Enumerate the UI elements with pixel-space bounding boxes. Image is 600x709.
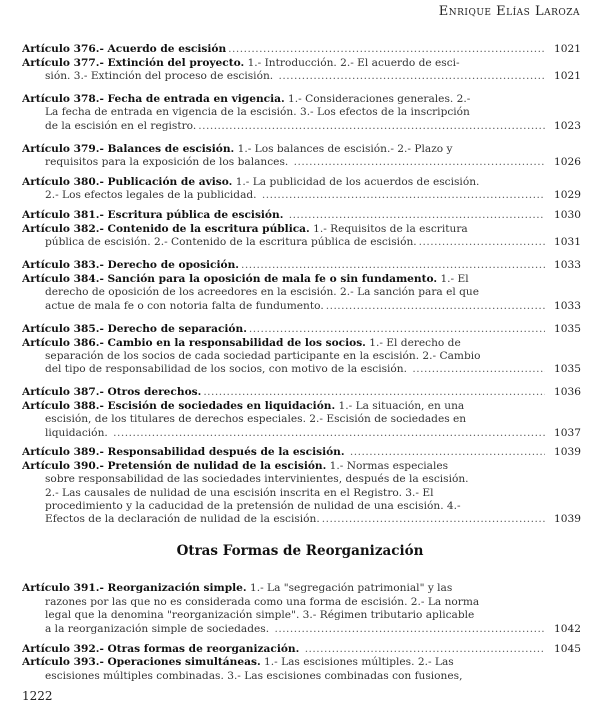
toc-entry-388: [0, 400, 600, 413]
toc-entry-381: [0, 209, 600, 222]
article-subtopics: liquidación.: [45, 427, 112, 439]
dot-leader: [289, 209, 545, 222]
toc-entry-text: [22, 643, 545, 656]
article-subtopics: 1.- Consideraciones generales. 2.-: [284, 93, 471, 105]
article-subtopics: 1.- Las escisiones múltiples. 2.- Las: [260, 656, 454, 668]
article-title: Artículo 389.- Responsabilidad después de la escisión.: [22, 446, 345, 458]
article-subtopics: legal que la denomina "reorganización simple". 3.- Régimen tributario aplicable: [45, 609, 475, 621]
article-title: Artículo 376.- Acuerdo de escisión: [22, 43, 227, 55]
toc-entry-383: [0, 259, 600, 272]
toc-entry-text: [45, 286, 545, 299]
toc-entry-382: [0, 223, 600, 236]
toc-entry-379: [0, 143, 600, 156]
toc-entry-379-cont1: [0, 156, 600, 169]
toc-entry-text: [22, 93, 545, 106]
toc-entry-text: [45, 487, 545, 500]
toc-entry-384-cont1: [0, 286, 600, 299]
toc-entry-384: [0, 273, 600, 286]
toc-page-number: 1036: [554, 386, 581, 398]
article-subtopics: 1.- La "segregación patrimonial" y las: [246, 582, 453, 594]
article-subtopics: sión. 3.- Extinción del proceso de escisión.: [45, 70, 277, 82]
toc-page-number: 1039: [554, 513, 581, 525]
toc-entry-text: [45, 427, 545, 440]
toc-page-number: 1030: [554, 209, 581, 221]
dot-leader: [419, 236, 545, 249]
article-subtopics: 2.- Las causales de nulidad de una escisión inscrita en el Registro. 3.- El: [45, 487, 434, 499]
dot-leader: [262, 189, 545, 202]
toc-entry-388-cont1: [0, 413, 600, 426]
article-subtopics: actue de mala fe o con notoria falta de fundumento.: [45, 300, 324, 312]
toc-page-number: 1029: [554, 189, 581, 201]
toc-entry-378-cont2: [0, 120, 600, 133]
toc-page-number: 1026: [554, 156, 581, 168]
toc-page-number: 1033: [554, 300, 581, 312]
dot-leader: [198, 120, 545, 133]
dot-leader: [412, 363, 545, 376]
article-subtopics: 1.- El: [437, 273, 469, 285]
article-title: Artículo 388.- Escisión de sociedades en liquidación.: [22, 400, 336, 412]
toc-entry-388-cont2: [0, 427, 600, 440]
toc-entry-390-cont3: [0, 500, 600, 513]
toc-page-number: 1039: [554, 446, 581, 458]
toc-entry-377-cont1: [0, 70, 600, 83]
toc-entry-390-cont4: [0, 513, 600, 526]
article-title: Artículo 379.- Balances de escisión.: [22, 143, 235, 155]
toc-entry-text: [22, 460, 545, 473]
article-subtopics: [345, 446, 348, 459]
toc-entry-text: [22, 400, 545, 413]
toc-entry-text: [45, 670, 545, 683]
toc-entry-text: [22, 259, 545, 272]
toc-entry-393: [0, 656, 600, 669]
article-subtopics: escisiones múltiples combinadas. 3.- Las escisiones combinadas con fusiones,: [45, 670, 463, 682]
article-subtopics: 1.- La publicidad de los acuerdos de escisión.: [232, 176, 480, 188]
toc-entry-386: [0, 337, 600, 350]
article-subtopics: 2.- Los efectos legales de la publicidad.: [45, 189, 260, 201]
dot-leader: [305, 643, 545, 656]
toc-page-number: 1021: [554, 70, 581, 82]
toc-entry-text: [22, 582, 545, 595]
toc-entry-text: [45, 236, 545, 249]
article-subtopics: sobre responsabilidad de las sociedades intervinientes, después de la escisión.: [45, 473, 469, 485]
toc-entry-text: [45, 350, 545, 363]
toc-page-number: 1035: [554, 363, 581, 375]
toc-entry-text: [22, 43, 545, 56]
article-subtopics: a la reorganización simple de sociedades.: [45, 623, 273, 635]
toc-entry-text: [45, 609, 545, 622]
toc-entry-text: [45, 189, 545, 202]
toc-entry-390: [0, 460, 600, 473]
toc-entry-text: [45, 70, 545, 83]
toc-entry-text: [45, 596, 545, 609]
toc-entry-text: [45, 120, 545, 133]
toc-entry-text: [45, 623, 545, 636]
toc-entry-386-cont2: [0, 363, 600, 376]
dot-leader: [228, 43, 545, 56]
toc-entry-text: [22, 337, 545, 350]
dot-leader: [350, 446, 545, 459]
article-subtopics: derecho de oposición de los acreedores en la escisión. 2.- La sanción para el que: [45, 286, 479, 298]
toc-entry-378: [0, 93, 600, 106]
toc-page-number: 1045: [554, 643, 581, 655]
toc-entry-391-cont2: [0, 609, 600, 622]
toc-entry-391-cont1: [0, 596, 600, 609]
toc-entry-390-cont1: [0, 473, 600, 486]
dot-leader: [274, 623, 545, 636]
article-title: Artículo 380.- Publicación de aviso.: [22, 176, 233, 188]
toc-entry-377: [0, 57, 600, 70]
toc-entry-text: [45, 363, 545, 376]
toc-entry-391: [0, 582, 600, 595]
article-subtopics: 1.- Requisitos de la escritura: [309, 223, 468, 235]
dot-leader: [241, 259, 545, 272]
toc-entry-392: [0, 643, 600, 656]
dot-leader: [322, 513, 545, 526]
toc-entry-text: [22, 57, 545, 70]
toc-entry-380: [0, 176, 600, 189]
toc-entry-385: [0, 323, 600, 336]
toc-entry-391-cont3: [0, 623, 600, 636]
page-number: 1222: [22, 689, 53, 703]
toc-entry-384-cont2: [0, 300, 600, 313]
dot-leader: [294, 156, 545, 169]
toc-entry-382-cont1: [0, 236, 600, 249]
toc-entry-text: [22, 176, 545, 189]
toc-entry-text: [45, 413, 545, 426]
toc-entry-text: [22, 323, 545, 336]
toc-page-number: 1033: [554, 259, 581, 271]
toc-entry-390-cont2: [0, 487, 600, 500]
toc-entry-text: [22, 386, 545, 399]
toc-page-number: 1042: [554, 623, 581, 635]
article-subtopics: del tipo de responsabilidad de los socios, con motivo de la escisión.: [45, 363, 411, 375]
toc-entry-text: [45, 500, 545, 513]
article-subtopics: separación de los socios de cada sociedad participante en la escisión. 2.- Cambio: [45, 350, 481, 362]
toc-entry-text: [22, 143, 545, 156]
toc-entry-389: [0, 446, 600, 459]
dot-leader: [249, 323, 545, 336]
article-subtopics: 1.- Los balances de escisión.- 2.- Plazo y: [234, 143, 453, 155]
article-title: Artículo 381.- Escritura pública de escisión.: [22, 209, 284, 221]
article-title: Artículo 391.- Reorganización simple.: [22, 582, 247, 594]
article-title: Artículo 382.- Contenido de la escritura pública.: [22, 223, 310, 235]
article-subtopics: escisión, de los titulares de derechos especiales. 2.- Escisión de sociedades en: [45, 413, 467, 425]
section-title: Otras Formas de Reorganización: [176, 543, 424, 559]
article-subtopics: 1.- El derecho de: [365, 337, 461, 349]
toc-entry-text: [45, 106, 545, 119]
toc-entry-text: [45, 156, 545, 169]
article-subtopics: Efectos de la declaración de nulidad de la escisión.: [45, 513, 320, 525]
toc-entry-380-cont1: [0, 189, 600, 202]
article-title: Artículo 387.- Otros derechos.: [22, 386, 202, 398]
toc-entry-378-cont1: [0, 106, 600, 119]
toc-entry-text: [45, 473, 545, 486]
dot-leader: [279, 70, 545, 83]
article-title: Artículo 390.- Pretensión de nulidad de la escisión.: [22, 460, 327, 472]
toc-entry-text: [45, 300, 545, 313]
article-title: Artículo 385.- Derecho de separación.: [22, 323, 247, 335]
article-subtopics: 1.- La situación, en una: [335, 400, 465, 412]
dot-leader: [203, 386, 545, 399]
toc-entry-text: [22, 446, 545, 459]
article-title: Artículo 392.- Otras formas de reorganización.: [22, 643, 300, 655]
article-subtopics: [299, 643, 302, 656]
article-subtopics: pública de escisión. 2.- Contenido de la escritura pública de escisión.: [45, 236, 417, 248]
toc-page-number: 1037: [554, 427, 581, 439]
article-title: Artículo 384.- Sanción para la oposición de mala fe o sin fundamento.: [22, 273, 438, 285]
toc-page-number: 1035: [554, 323, 581, 335]
toc-page-number: 1031: [554, 236, 581, 248]
toc-entry-text: [22, 273, 545, 286]
dot-leader: [113, 427, 545, 440]
toc-page-number: 1021: [554, 43, 581, 55]
article-subtopics: [283, 209, 286, 222]
article-subtopics: razones por las que no es considerada como una forma de escisión. 2.- La norma: [45, 596, 480, 608]
toc-entry-386-cont1: [0, 350, 600, 363]
article-title: Artículo 378.- Fecha de entrada en vigencia.: [22, 93, 285, 105]
dot-leader: [326, 300, 545, 313]
article-subtopics: requisitos para la exposición de los balances.: [45, 156, 292, 168]
article-subtopics: procedimiento y la caducidad de la pretensión de nulidad de una escisión. 4.-: [45, 500, 461, 512]
toc-entry-387: [0, 386, 600, 399]
toc-entry-text: [22, 223, 545, 236]
running-header-author: Enrique Elías Laroza: [438, 4, 580, 19]
toc-entry-376: [0, 43, 600, 56]
article-subtopics: 1.- Normas especiales: [326, 460, 449, 472]
toc-entry-text: [22, 656, 545, 669]
toc-entry-text: [45, 513, 545, 526]
article-subtopics: La fecha de entrada en vigencia de la escisión. 3.- Los efectos de la inscripción: [45, 106, 470, 118]
article-subtopics: de la escisión en el registro.: [45, 120, 197, 132]
article-title: Artículo 393.- Operaciones simultáneas.: [22, 656, 261, 668]
article-title: Artículo 386.- Cambio en la responsabilidad de los socios.: [22, 337, 366, 349]
article-subtopics: 1.- Introducción. 2.- El acuerdo de esci-: [244, 57, 460, 69]
toc-entry-393-cont1: [0, 670, 600, 683]
toc-entry-text: [22, 209, 545, 222]
toc-page-number: 1023: [554, 120, 581, 132]
article-title: Artículo 383.- Derecho de oposición.: [22, 259, 239, 271]
article-title: Artículo 377.- Extinción del proyecto.: [22, 57, 245, 69]
